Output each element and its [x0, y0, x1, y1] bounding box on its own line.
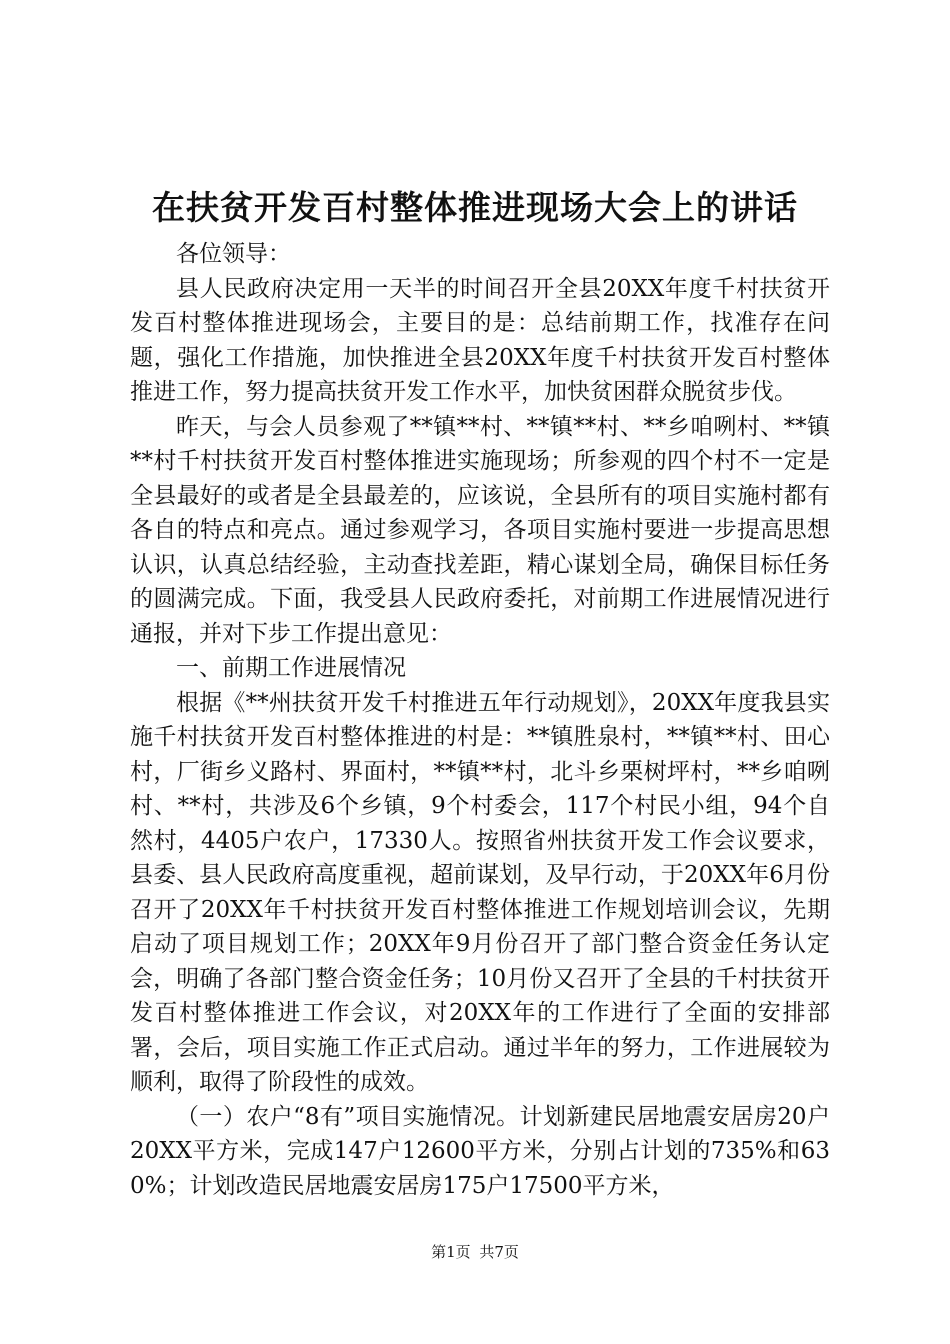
document-body: [130, 237, 830, 1203]
paragraph-visit: 昨天，与会人员参观了**镇**村、**镇**村、**乡咱咧村、**镇**村千村扶贫开发百村整体推进实施现场；所参观的四个村不一定是全县最好的或者是全县最差的，应该说，全县所有的项目实施村都有各自的特点和亮点。通过参观学习，各项目实施村要进一步提高思想认识，认真总结经验，主动查找差距，精心谋划全局，确保目标任务的圆满完成。下面，我受县人民政府委托，对前期工作进展情况进行通报，并对下步工作提出意见：: [130, 413, 830, 647]
paragraph-progress: 根据《**州扶贫开发千村推进五年行动规划》，20XX年度我县实施千村扶贫开发百村整体推进的村是：**镇胜泉村，**镇**村、田心村，厂街乡义路村、界面村，**镇**村，北斗乡栗树坪村，**乡咱咧村、**村，共涉及6个乡镇，9个村委会，117个村民小组，94个自然村，4405户农户，17330人。按照省州扶贫开发工作会议要求，县委、县人民政府高度重视，超前谋划，及早行动，于20XX年6月份召开了20XX年千村扶贫开发百村整体推进工作规划培训会议，先期启动了项目规划工作；20XX年9月份召开了部门整合资金任务认定会，明确了各部门整合资金任务；10月份又召开了全县的千村扶贫开发百村整体推进工作会议，对20XX年的工作进行了全面的安排部署，会后，项目实施工作正式启动。通过半年的努力，工作进展较为顺利，取得了阶段性的成效。: [130, 689, 830, 1095]
paragraph-purpose: 县人民政府决定用一天半的时间召开全县20XX年度千村扶贫开发百村整体推进现场会，主要目的是：总结前期工作，找准存在问题，强化工作措施，加快推进全县20XX年度千村扶贫开发百村整体推进工作，努力提高扶贫开发工作水平，加快贫困群众脱贫步伐。: [130, 275, 830, 405]
section-heading: 一、前期工作进展情况: [176, 655, 406, 681]
page-footer: [0, 1242, 950, 1262]
paragraph-subsection: （一）农户“8有”项目实施情况。计划新建民居地震安居房20户20XX平方米，完成147户12600平方米，分别占计划的735%和630%；计划改造民居地震安居房175户17500平方米，: [130, 1103, 830, 1199]
page-number: 第1页: [431, 1243, 471, 1261]
salutation: 各位领导：: [176, 241, 291, 267]
document-title: 在扶贫开发百村整体推进现场大会上的讲话: [152, 188, 798, 227]
page-total: 共7页: [479, 1243, 519, 1261]
